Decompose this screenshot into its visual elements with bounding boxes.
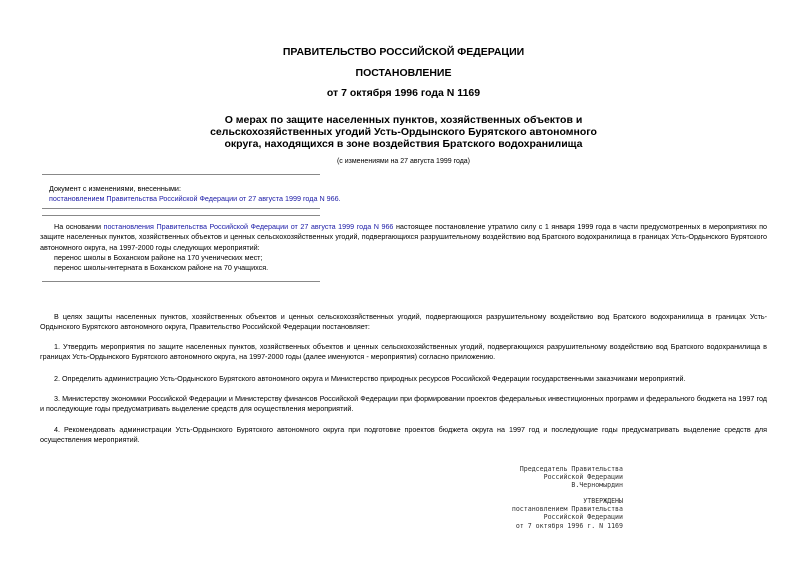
footnote-link[interactable]: постановления Правительства Российской Федерации от 27 августа 1999 года N 966 [103, 222, 394, 231]
approval-block [423, 497, 623, 530]
footnote-body: настоящее постановление утратило силу с 1 января 1999 года в части предусмотренных в мероприятиях по защите населенных пунктов, хозяйственных объектов и ценных сельскохозяйственных угодий, подвергающихся разрушительному воздействию вод Братского водохранилища в границах Усть-Ордынского Бурятского автономного округа, на 1997-2000 годы следующих мероприятий: [40, 222, 767, 252]
title-line-2: сельскохозяйственных угодий Усть-Ордынского Бурятского автономного [210, 126, 597, 138]
approval-line-2: постановлением Правительства [511, 505, 623, 514]
signature-line-3: В.Черномырдин [571, 481, 623, 490]
signature-block [423, 465, 623, 490]
title-line-3: округа, находящихся в зоне воздействия Братского водохранилища [224, 138, 583, 150]
amendment-note: (с изменениями на 27 августа 1999 года) [336, 158, 471, 165]
paragraph-1: 1. Утвердить мероприятия по защите населенных пунктов, хозяйственных объектов и ценных сельскохозяйственных угодий, подвергающихся разрушительному воздействию вод Братского водохранилища в границах Усть-Ордынского Бурятского автономного округа, на 1997-2000 годы (далее именуются - мероприятия) согласно приложению. [40, 342, 767, 362]
footnote-prefix: На основании [54, 222, 104, 231]
title-line-1: О мерах по защите населенных пунктов, хозяйственных объектов и [224, 114, 583, 126]
government-heading: ПРАВИТЕЛЬСТВО РОССИЙСКОЙ ФЕДЕРАЦИИ [282, 46, 525, 58]
divider [42, 215, 320, 216]
signature-line-2: Российской Федерации [543, 473, 623, 482]
approval-line-1: УТВЕРЖДЕНЫ [583, 497, 623, 505]
footnote-text [40, 222, 767, 253]
document-title [0, 114, 807, 150]
footnote-item-1: перенос школы в Боханском районе на 170 ученических мест; [54, 253, 263, 262]
document-date-number: от 7 октября 1996 года N 1169 [326, 87, 481, 99]
signature-line-1: Председатель Правительства [519, 465, 623, 473]
footnote-item-2: перенос школы-интерната в Боханском районе на 70 учащихся. [54, 263, 269, 272]
approval-line-4: от 7 октября 1996 г. N 1169 [515, 521, 623, 530]
preamble-paragraph: В целях защиты населенных пунктов, хозяйственных объектов и ценных сельскохозяйственных угодий, подвергающихся разрушительному воздействию вод Братского водохранилища в границах Усть-Ордынского Бурятского автономного округа, Правительство Российской Федерации постановляет: [40, 312, 767, 332]
changes-link[interactable]: постановлением Правительства Российской Федерации от 27 августа 1999 года N 966. [49, 194, 341, 203]
divider [42, 208, 320, 209]
divider [42, 174, 320, 175]
paragraph-2: 2. Определить администрацию Усть-Ордынского Бурятского автономного округа и Министерство природных ресурсов Российской Федерации государственными заказчиками мероприятий. [54, 374, 686, 383]
changes-intro: Документ с изменениями, внесенными: [49, 184, 181, 193]
document-type: ПОСТАНОВЛЕНИЕ [355, 67, 452, 79]
paragraph-4: 4. Рекомендовать администрации Усть-Ордынского Бурятского автономного округа при подготовке проектов бюджета округа на 1997 год и последующие годы предусматривать выделение средств для осуществления мероприятий. [40, 425, 767, 445]
approval-line-3: Российской Федерации [543, 513, 623, 522]
paragraph-3: 3. Министерству экономики Российской Федерации и Министерству финансов Российской Федерации при формировании проектов федеральных инвестиционных программ и федерального бюджета на 1997 год и последующие годы предусматривать выделение средств для осуществления мероприятий. [40, 394, 767, 414]
divider [42, 281, 320, 282]
